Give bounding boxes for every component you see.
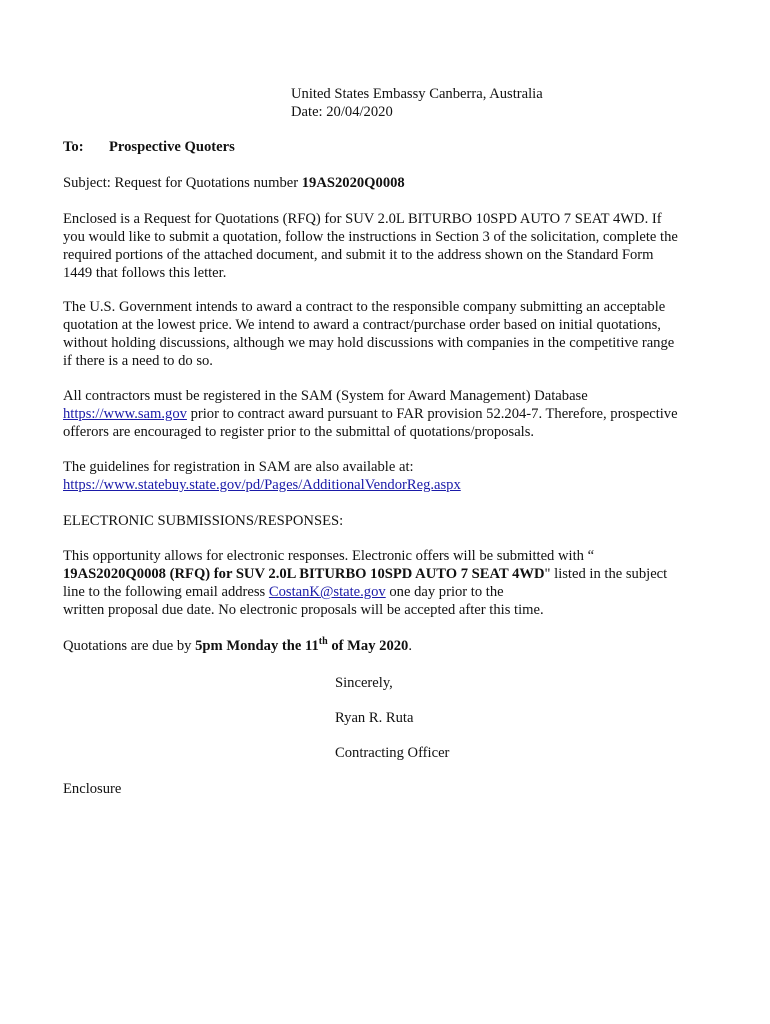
due-prefix: Quotations are due by xyxy=(63,638,196,654)
to-value: Prospective Quoters xyxy=(109,139,235,155)
letter-header xyxy=(291,85,543,121)
paragraph-electronic xyxy=(63,547,713,619)
embassy-line: United States Embassy Canberra, Australia xyxy=(291,86,543,102)
para3-line: All contractors must be registered in the SAM (System for Award Management) Database xyxy=(63,388,588,404)
para4-line: The guidelines for registration in SAM are also available at: xyxy=(63,459,414,475)
para2-line: quotation at the lowest price. We intend to award a contract/purchase order based on initial quotations, xyxy=(63,317,661,333)
email-link[interactable]: CostanK@state.gov xyxy=(268,584,386,600)
due-bold-b: of May 2020 xyxy=(327,638,409,654)
subject-prefix: Subject: Request for Quotations number xyxy=(63,175,302,191)
due-bold-a: 5pm Monday the 11 xyxy=(195,638,319,654)
due-sup: th xyxy=(318,636,328,648)
electronic-heading xyxy=(63,512,713,530)
para5-line: This opportunity allows for electronic responses. Electronic offers will be submitted with “ xyxy=(63,548,595,564)
para3-line2-rest: prior to contract award pursuant to FAR provision 52.204-7. Therefore, prospective xyxy=(186,406,678,422)
para4-link-line xyxy=(63,476,713,494)
enclosure-line xyxy=(63,780,713,798)
para2-line: The U.S. Government intends to award a contract to the responsible company submitting an acceptable xyxy=(63,299,666,315)
para5-line xyxy=(63,583,713,601)
para5-line: written proposal due date. No electronic proposals will be accepted after this time. xyxy=(63,602,544,618)
electronic-heading-text: ELECTRONIC SUBMISSIONS/RESPONSES: xyxy=(63,513,344,529)
para5-line3-prefix: line to the following email address xyxy=(63,584,269,600)
para3-line xyxy=(63,405,713,423)
subject-number: 19AS2020Q0008 xyxy=(301,175,405,191)
due-suffix: . xyxy=(408,638,413,654)
to-label: To: xyxy=(63,139,84,155)
signature-title xyxy=(335,744,449,762)
statebuy-link[interactable]: https://www.statebuy.state.gov/pd/Pages/AdditionalVendorReg.aspx xyxy=(63,477,461,493)
sam-link[interactable]: https://www.sam.gov xyxy=(63,406,187,422)
para1-line: Enclosed is a Request for Quotations (RFQ) for SUV 2.0L BITURBO 10SPD AUTO 7 SEAT 4WD. If xyxy=(63,211,662,227)
para1-line: you would like to submit a quotation, follow the instructions in Section 3 of the solicitation, complete the xyxy=(63,229,678,245)
to-line xyxy=(63,138,713,156)
date-line: Date: 20/04/2020 xyxy=(291,104,393,120)
para3-line: offerors are encouraged to register prior to the submittal of quotations/proposals. xyxy=(63,424,535,440)
para1-line: required portions of the attached document, and submit it to the address shown on the Standard Form xyxy=(63,247,654,263)
signature-name xyxy=(335,709,413,727)
signer-name: Ryan R. Ruta xyxy=(335,710,414,726)
paragraph-enclosed xyxy=(63,210,713,282)
signer-title: Contracting Officer xyxy=(335,745,450,761)
rfq-bold: 19AS2020Q0008 (RFQ) for SUV 2.0L BITURBO 10SPD AUTO 7 SEAT 4WD xyxy=(63,566,545,582)
enclosure-text: Enclosure xyxy=(63,781,122,797)
para2-line: without holding discussions, although we may hold discussions with companies in the competitive range xyxy=(63,335,675,351)
subject-line xyxy=(63,174,713,192)
para5-line xyxy=(63,565,713,583)
closing-text: Sincerely, xyxy=(335,675,393,691)
para2-line: if there is a need to do so. xyxy=(63,353,213,369)
paragraph-government xyxy=(63,298,713,370)
paragraph-sam xyxy=(63,387,713,441)
signature-closing xyxy=(335,674,393,692)
para5-line3-rest: one day prior to the xyxy=(385,584,504,600)
para5-line2-rest: " listed in the subject xyxy=(544,566,668,582)
due-line xyxy=(63,637,713,655)
paragraph-guidelines xyxy=(63,458,713,494)
para1-line: 1449 that follows this letter. xyxy=(63,265,227,281)
